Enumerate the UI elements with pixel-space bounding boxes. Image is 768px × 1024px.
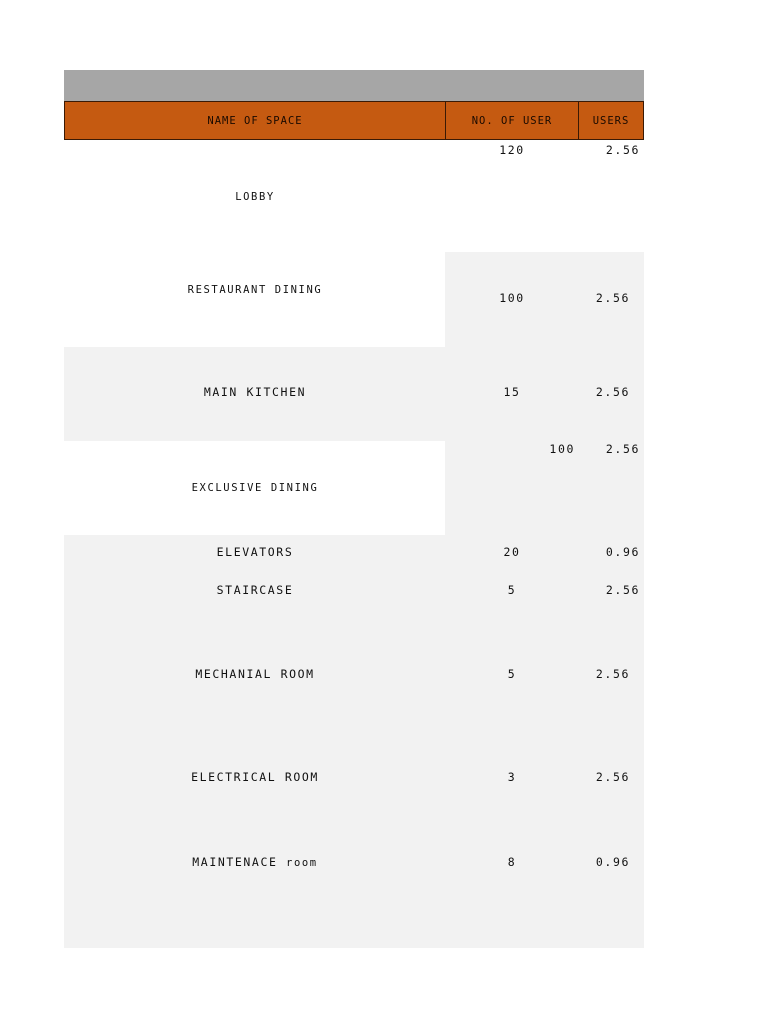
row-name-maintenace-room (64, 855, 446, 870)
row-name-mechanial-room: MECHANIAL ROOM (195, 667, 315, 681)
row-val-exclusive-dining: 2.56 (605, 442, 640, 456)
title-bar (64, 70, 644, 102)
row-num-maintenace-room: 8 (507, 855, 517, 869)
row-name-elevators: ELEVATORS (216, 545, 294, 559)
row-val-lobby: 2.56 (605, 143, 640, 157)
row-num-lobby: 120 (499, 143, 525, 157)
row-val-staircase: 2.56 (605, 583, 640, 597)
row-val-electrical-room: 2.56 (595, 770, 630, 784)
row-num-main-kitchen: 15 (503, 385, 521, 399)
row-num-restaurant-dining: 100 (499, 291, 525, 305)
header-name-of-space: NAME OF SPACE (64, 101, 446, 140)
row-num-mechanial-room: 5 (507, 667, 517, 681)
row-name-main-kitchen: MAIN KITCHEN (203, 385, 307, 399)
row-val-maintenace-room: 0.96 (595, 855, 630, 869)
row-name-lobby: LOBBY (235, 191, 275, 203)
row-name-maintenace-main: MAINTENACE (192, 855, 278, 869)
row-num-electrical-room: 3 (507, 770, 517, 784)
row-val-mechanial-room: 2.56 (595, 667, 630, 681)
row-num-staircase: 5 (507, 583, 517, 597)
header-users: USERS (578, 101, 644, 140)
row-name-electrical-room: ELECTRICAL ROOM (191, 770, 319, 784)
row-name-restaurant-dining: RESTAURANT DINING (187, 284, 323, 296)
row-val-elevators: 0.96 (605, 545, 640, 559)
row-val-restaurant-dining: 2.56 (595, 291, 630, 305)
row-num-exclusive-dining: 100 (549, 442, 575, 456)
row-name-maintenace-suffix: room (286, 857, 318, 869)
header-no-of-user: NO. OF USER (445, 101, 579, 140)
row-val-main-kitchen: 2.56 (595, 385, 630, 399)
row-num-elevators: 20 (503, 545, 521, 559)
row-name-staircase: STAIRCASE (216, 583, 294, 597)
row-name-exclusive-dining: EXCLUSIVE DINING (191, 482, 319, 494)
